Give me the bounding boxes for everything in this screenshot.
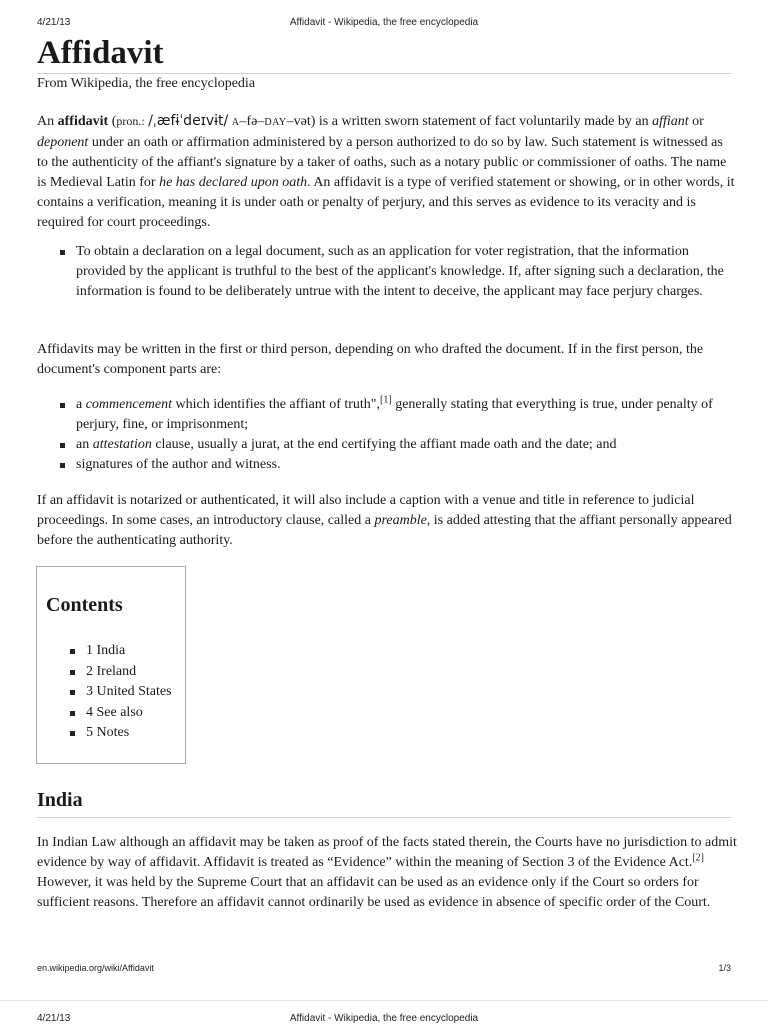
toc-heading: Contents: [46, 594, 123, 616]
print-date: 4/21/13: [37, 17, 71, 28]
list-item: an attestation clause, usually a jurat, at the end certifying the affiant made oath and the date; and: [37, 435, 738, 455]
page-number: 1/3: [718, 963, 731, 973]
print-title: Affidavit - Wikipedia, the free encyclopedia: [289, 17, 479, 28]
page-url: en.wikipedia.org/wiki/Affidavit: [37, 963, 154, 973]
term-deponent: deponent: [37, 135, 89, 150]
ipa-pronunciation-link[interactable]: /ˌæfɨˈdeɪvɨt/: [148, 113, 229, 129]
term-affidavit: affidavit: [57, 114, 109, 129]
component-parts-paragraph: Affidavits may be written in the first or third person, depending on who drafted the document. If in the first person, the document's component parts are:: [37, 342, 704, 377]
toc-item-see-also[interactable]: 4 See also: [46, 703, 172, 724]
section-rule: [37, 817, 731, 818]
notarization-paragraph: If an affidavit is notarized or authenticated, it will also include a caption with a venue and title in reference to judicial proceedings. In some cases, an introductory clause, called a preamble, is added attesting that the affiant personally appeared before the authenticating authority.: [37, 493, 732, 548]
reference-1-link[interactable]: [1]: [380, 394, 392, 406]
term-affiant: affiant: [652, 114, 689, 129]
intro-paragraph: An affidavit (pron.: /ˌæfɨˈdeɪvɨt/ A–fə–DAY–vət) is a written sworn statement of fact voluntarily made by an affiant or deponent under an oath or affirmation administered by a person authorized to do so by law. Such statement is witnessed as to the authenticity of the affiant's signature by a taker of oaths, such as a notary public or commissioner of oaths. The name is Medieval Latin for he has declared upon oath. An affidavit is a type of verified statement or showing, or in other words, it contains a verification, meaning it is under oath or penalty of perjury, and this serves as evidence to its veracity and is required for court proceedings.: [37, 113, 735, 230]
print-footer: [37, 963, 731, 977]
list-item: signatures of the author and witness.: [37, 455, 738, 475]
page-separator: [0, 1000, 768, 1001]
india-paragraph: In Indian Law although an affidavit may be taken as proof of the facts stated therein, the Courts have no jurisdiction to admit evidence by way of affidavit. Affidavit is treated as “Evidence” within the meaning of Section 3 of the Evidence Act.[2] However, it was held by the Supreme Court that an affidavit can be used as an evidence only if the Court so orders for sufficient reasons. Therefore an affidavit cannot ordinarily be used as evidence in absence of specific order of the Court.: [37, 835, 737, 910]
component-parts-list: [37, 395, 738, 475]
reference-2-link[interactable]: [2]: [692, 852, 704, 864]
print-header: [37, 17, 731, 31]
page-title: Affidavit: [37, 35, 164, 71]
toc-list: [46, 641, 172, 744]
toc-item-india[interactable]: 1 India: [46, 641, 172, 662]
next-page-header: [37, 1013, 731, 1025]
respelling-fe: –fə–: [239, 114, 265, 129]
list-item: To obtain a declaration on a legal document, such as an application for voter registration, that the information provided by the applicant is truthful to the best of the applicant's knowledge. If, after signing such a declaration, the information is found to be deliberately untrue with the intent to deceive, the applicant may face perjury charges.: [37, 242, 738, 302]
toc-item-notes[interactable]: 5 Notes: [46, 723, 172, 744]
latin-phrase: he has declared upon oath: [159, 175, 308, 190]
toc-item-ireland[interactable]: 2 Ireland: [46, 662, 172, 683]
toc-item-united-states[interactable]: 3 United States: [46, 682, 172, 703]
respelling-vet: –vət: [286, 114, 311, 129]
site-tagline: From Wikipedia, the free encyclopedia: [37, 76, 256, 91]
print-title: Affidavit - Wikipedia, the free encyclopedia: [289, 1013, 479, 1024]
table-of-contents: [36, 566, 186, 764]
respelling-a: A: [231, 117, 240, 128]
respelling-day: DAY: [264, 117, 287, 128]
usage-list: [37, 242, 738, 302]
list-item: a commencement which identifies the affiant of truth",[1] generally stating that everything is true, under penalty of perjury, fine, or imprisonment;: [37, 395, 738, 435]
pronunciation-help-link[interactable]: pron.:: [116, 114, 145, 128]
print-date: 4/21/13: [37, 1013, 71, 1024]
section-heading-india: India: [37, 789, 83, 811]
